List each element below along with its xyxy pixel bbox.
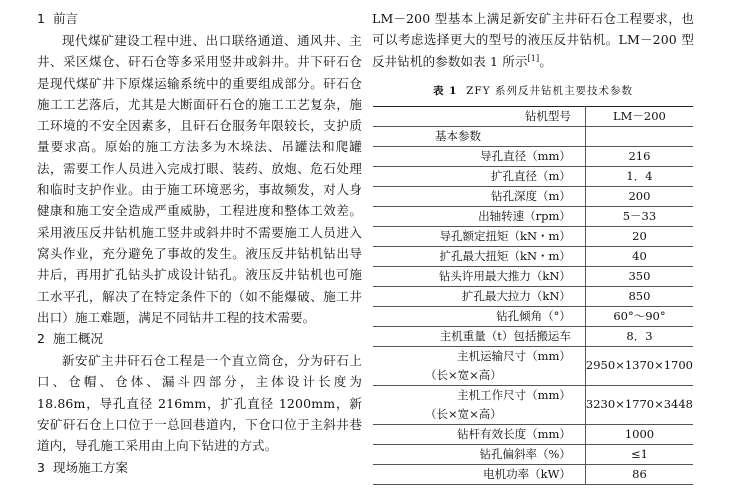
param-value: 1．4 bbox=[585, 166, 693, 186]
paragraph-end: 。 bbox=[539, 53, 552, 69]
table-row bbox=[373, 444, 693, 464]
citation-ref: [1] bbox=[527, 53, 540, 63]
param-value: LM－200 bbox=[585, 106, 693, 126]
param-name: 钻机型号 bbox=[373, 106, 585, 126]
table-row bbox=[373, 246, 693, 266]
table-row bbox=[373, 286, 693, 306]
parameters-table bbox=[373, 106, 693, 485]
section-heading-2 bbox=[37, 328, 362, 350]
param-name: 电机功率（kW） bbox=[373, 464, 585, 484]
intro-paragraph: 现代煤矿建设工程中进、出口联络通道、通风井、主井、采区煤仓、矸石仓等多采用竖井或斜井。井下矸石仓是现代煤矿井下原煤运输系统中的重要组成部分。矸石仓施工工艺落后，尤其是大断面矸石仓的施工工艺复杂，施工环境的不安全因素多，且矸石仓服务年限较长，支护质量要求高。原始的施工方法多为木垛法、吊罐法和爬罐法，需要工作人员进入完成打眼、装药、放炮、危石处理和临时支护作业。由于施工环境恶劣，事故频发，对人身健康和施工安全造成严重威胁，工程进度和整体工效差。采用液压反井钻机施工竖井或斜井时不需要施工人员进入窝头作业，充分避免了事故的发生。液压反井钻机钻出导井后，再用扩孔钻头扩成设计钻孔。液压反井钻机也可施工水平孔，解决了在特定条件下的（如不能爆破、施工井出口）施工难题，满足不同钻井工程的技术需要。 bbox=[37, 33, 362, 325]
param-name: 导孔直径（mm） bbox=[373, 146, 585, 166]
continued-paragraph bbox=[372, 8, 694, 72]
table-row bbox=[373, 385, 693, 405]
section-title: 施工概况 bbox=[52, 331, 103, 347]
table-row bbox=[373, 166, 693, 186]
param-value: 40 bbox=[585, 246, 693, 266]
param-value: 850 bbox=[585, 286, 693, 306]
left-column bbox=[37, 8, 362, 479]
param-name: 钻杆有效长度（mm） bbox=[373, 424, 585, 444]
param-value: 3230×1770×3448 bbox=[585, 385, 693, 424]
param-name: 钻孔偏斜率（%） bbox=[373, 444, 585, 464]
param-value: 350 bbox=[585, 266, 693, 286]
param-value: 200 bbox=[585, 186, 693, 206]
section-number: 2 bbox=[37, 331, 45, 347]
table-title: ZFY 系列反井钻机主要技术参数 bbox=[466, 84, 633, 97]
param-name: 主机运输尺寸（mm） bbox=[373, 346, 585, 366]
param-name: 钻孔深度（m） bbox=[373, 186, 585, 206]
table-row bbox=[373, 146, 693, 166]
param-name: 出轴转速（rpm） bbox=[373, 206, 585, 226]
section-number: 1 bbox=[37, 11, 45, 26]
param-name: 主机工作尺寸（mm） bbox=[373, 385, 585, 405]
section-title: 前言 bbox=[52, 11, 78, 26]
table-row bbox=[373, 126, 693, 146]
paragraph-text: LM－200 型基本上满足新安矿主井矸石仓工程要求，也可以考虑选择更大的型号的液压反井钻机。LM－200 型反井钻机的参数如表 1 所示 bbox=[372, 11, 694, 69]
param-value: 5－33 bbox=[585, 206, 693, 226]
table-row bbox=[373, 346, 693, 366]
param-name-unit: （长×宽×高） bbox=[373, 405, 585, 425]
param-name: 主机重量（t）包括搬运车 bbox=[373, 326, 585, 346]
param-name: 钻孔倾角（°） bbox=[373, 306, 585, 326]
table-row bbox=[373, 206, 693, 226]
table-row bbox=[373, 326, 693, 346]
table-row bbox=[373, 424, 693, 444]
section-heading-1 bbox=[37, 8, 362, 30]
table-row bbox=[373, 464, 693, 484]
param-name: 扩孔直径（m） bbox=[373, 166, 585, 186]
param-value: 86 bbox=[585, 464, 693, 484]
param-value: 2950×1370×1700 bbox=[585, 346, 693, 385]
param-value: 1000 bbox=[585, 424, 693, 444]
table-row bbox=[373, 106, 693, 126]
param-value: 216 bbox=[585, 146, 693, 166]
table-row bbox=[373, 186, 693, 206]
table-row bbox=[373, 306, 693, 326]
table-row bbox=[373, 226, 693, 246]
section-number: 3 bbox=[37, 459, 45, 475]
overview-paragraph: 新安矿主井矸石仓工程是一个直立筒仓，分为矸石上口、仓帽、仓体、漏斗四部分，主体设计长度为 18.86m，导孔直径 216mm，扩孔直径 1200mm，新安矿矸石仓上口位于一总回巷道内，下仓口位于主斜井巷道内，导孔施工采用由上向下钻进的方式。 bbox=[37, 353, 362, 454]
param-value: 60°～90° bbox=[585, 306, 693, 326]
table-caption bbox=[372, 83, 694, 99]
param-name: 导孔额定扭矩（kN・m） bbox=[373, 226, 585, 246]
param-value: 8．3 bbox=[585, 326, 693, 346]
table-row bbox=[373, 266, 693, 286]
parameters-table-body bbox=[373, 106, 693, 484]
right-column bbox=[372, 8, 694, 485]
param-value bbox=[585, 126, 693, 146]
param-value: 20 bbox=[585, 226, 693, 246]
param-name: 基本参数 bbox=[373, 126, 585, 146]
param-value: ≤1 bbox=[585, 444, 693, 464]
param-name: 钻头许用最大推力（kN） bbox=[373, 266, 585, 286]
param-name: 扩孔最大拉力（kN） bbox=[373, 286, 585, 306]
section-title: 现场施工方案 bbox=[52, 459, 128, 475]
table-label: 表 1 bbox=[432, 84, 458, 97]
param-name-unit: （长×宽×高） bbox=[373, 366, 585, 386]
section-heading-3 bbox=[37, 457, 362, 479]
param-name: 扩孔最大扭矩（kN・m） bbox=[373, 246, 585, 266]
